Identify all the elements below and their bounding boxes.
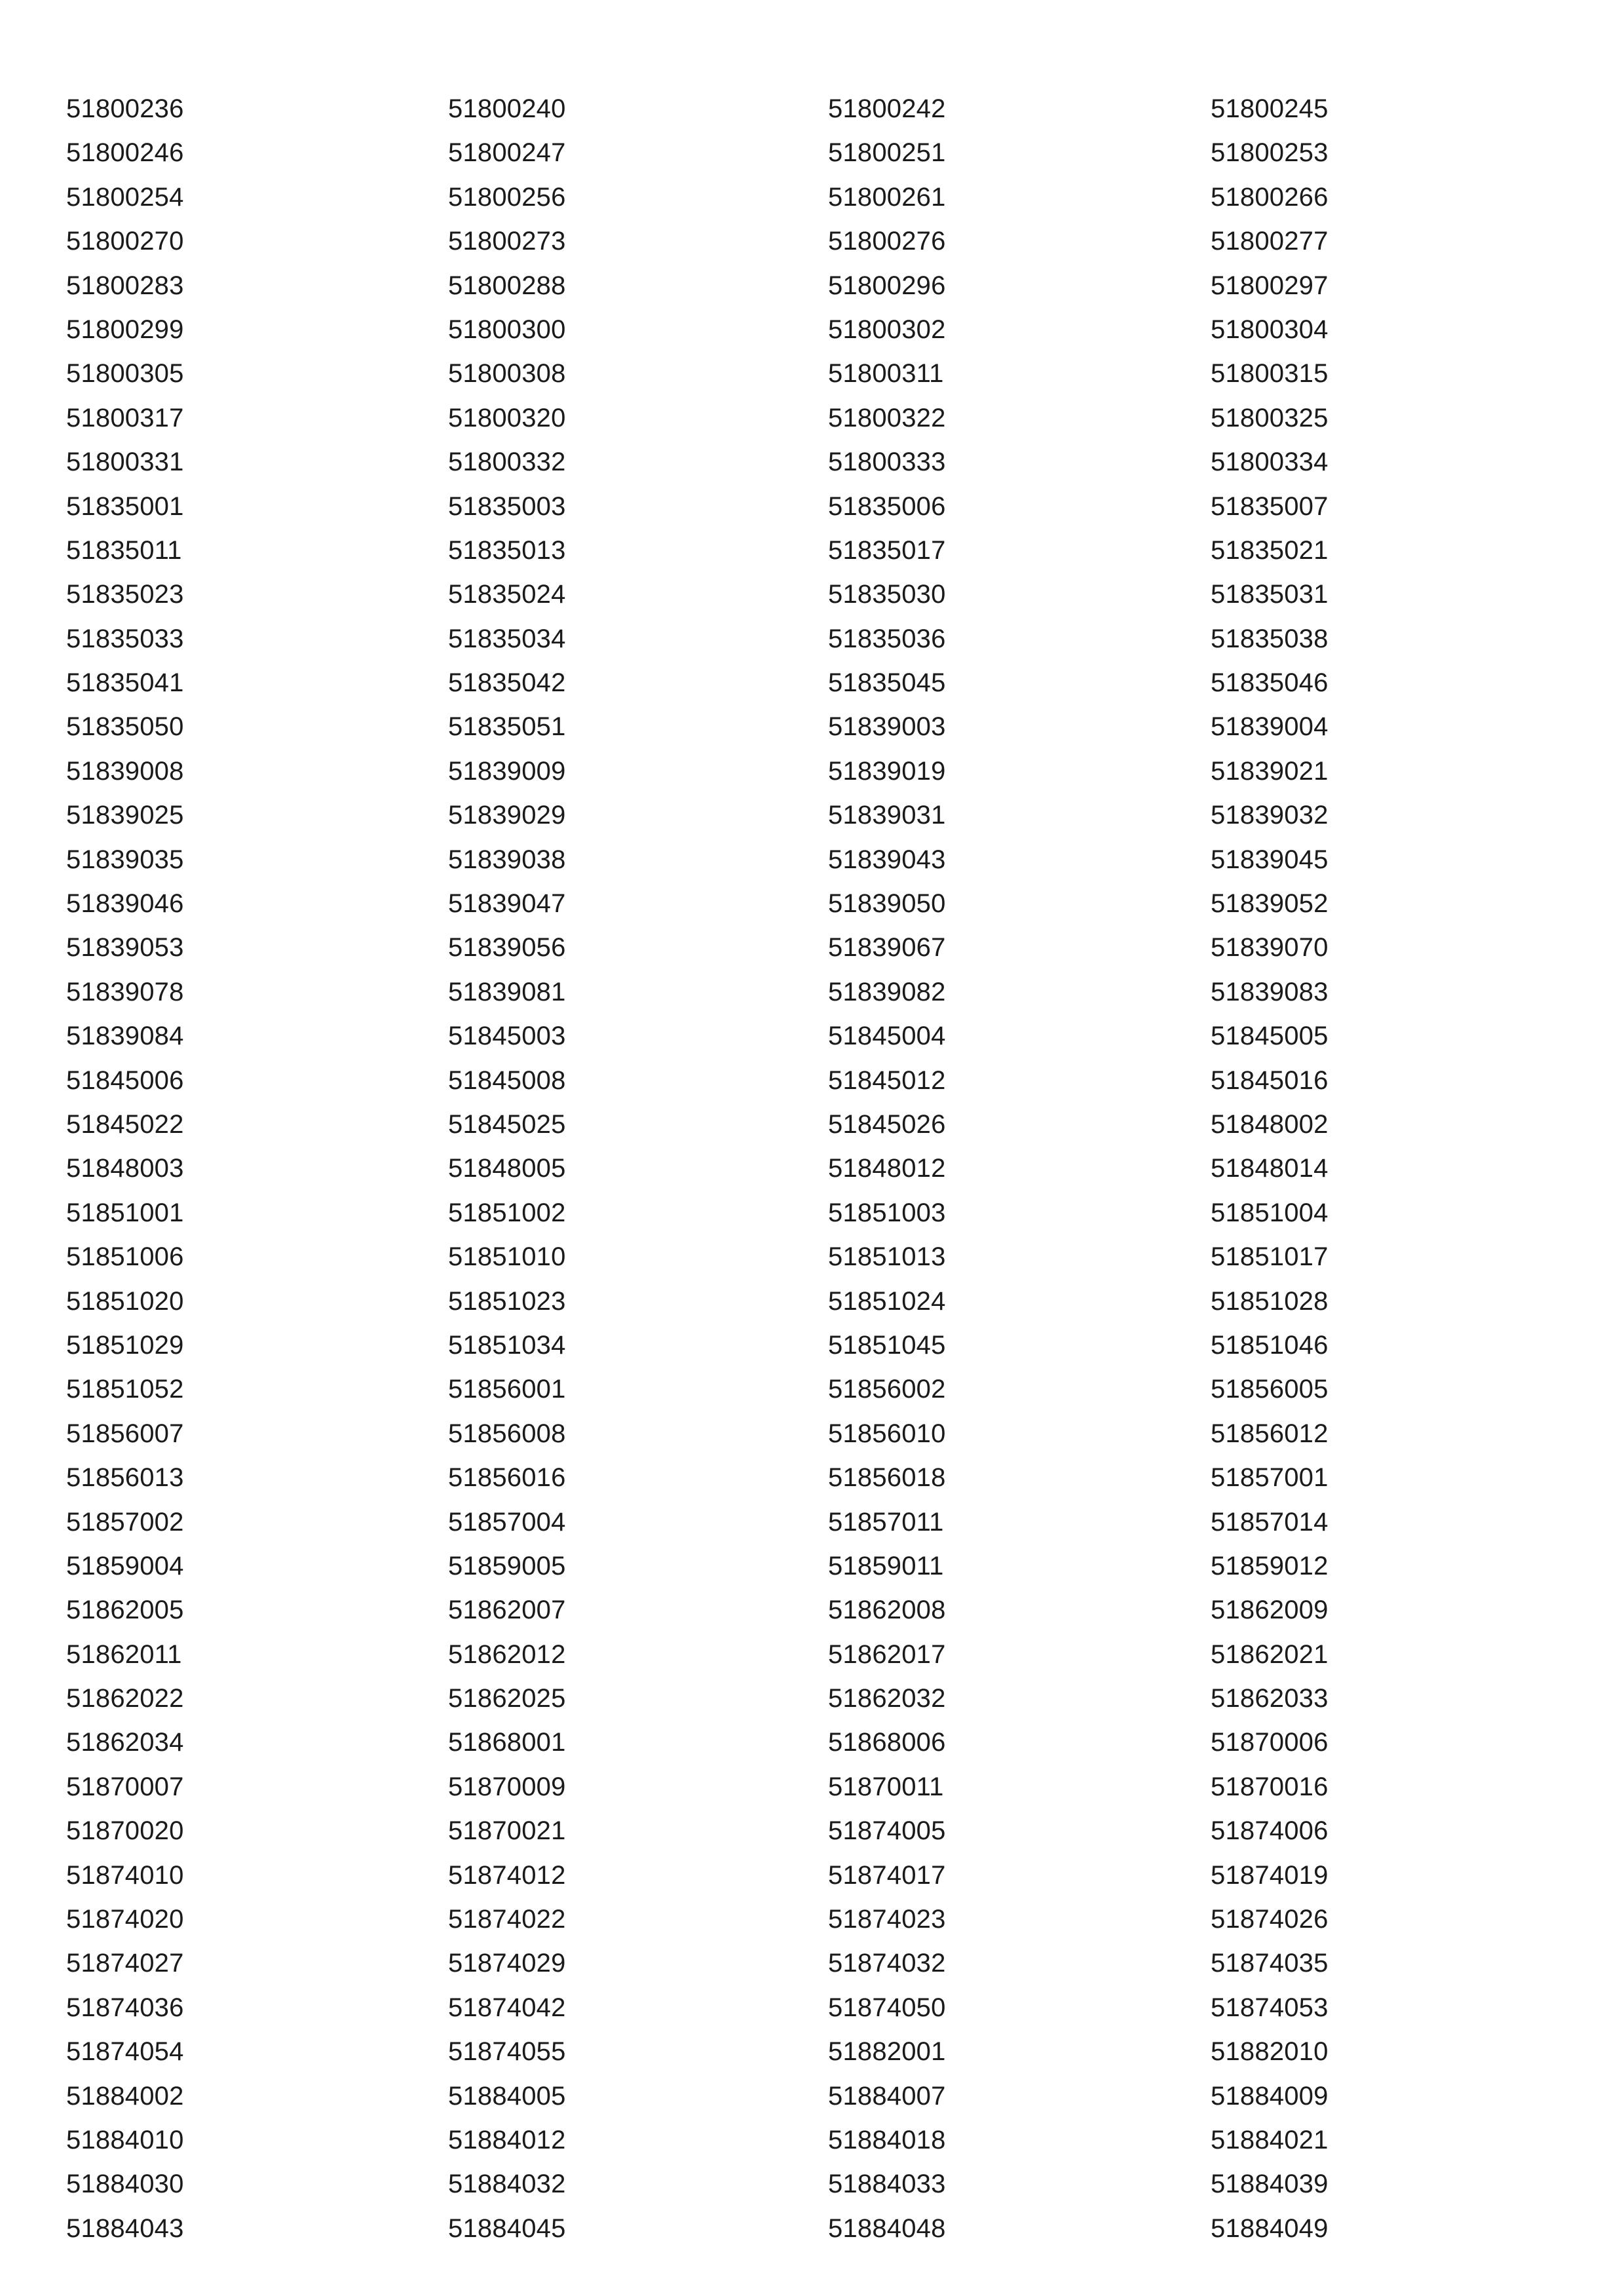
code-cell: 51800296 xyxy=(828,271,946,300)
code-cell: 51839056 xyxy=(448,933,566,963)
code-cell: 51874055 xyxy=(448,2037,566,2067)
code-cell: 51800273 xyxy=(448,227,566,256)
table-row xyxy=(66,1633,1573,1677)
code-cell: 51884009 xyxy=(1211,2081,1329,2111)
code-cell: 51874036 xyxy=(66,1993,184,2022)
code-cell: 51874027 xyxy=(66,1949,184,1978)
code-cell: 51870021 xyxy=(448,1816,566,1846)
code-cell: 51859012 xyxy=(1211,1551,1329,1580)
code-cell: 51839004 xyxy=(1211,712,1329,742)
code-cell: 51859004 xyxy=(66,1551,184,1580)
table-row xyxy=(66,1147,1573,1191)
code-cell: 51800297 xyxy=(1211,271,1329,300)
code-cell: 51870007 xyxy=(66,1772,184,1801)
code-cell: 51868001 xyxy=(448,1728,566,1757)
code-cell: 51839031 xyxy=(828,801,946,830)
table-row xyxy=(66,1324,1573,1368)
code-cell: 51870011 xyxy=(828,1772,944,1801)
code-cell: 51800332 xyxy=(448,448,566,477)
table-row xyxy=(66,1103,1573,1147)
code-cell: 51848012 xyxy=(828,1154,946,1183)
code-cell: 51862007 xyxy=(448,1596,566,1625)
code-cell: 51800245 xyxy=(1211,94,1329,123)
code-cell: 51800288 xyxy=(448,271,566,300)
code-cell: 51845016 xyxy=(1211,1065,1329,1095)
code-cell: 51835006 xyxy=(828,491,946,521)
code-cell: 51800270 xyxy=(66,227,184,256)
code-cell: 51835050 xyxy=(66,712,184,742)
table-row xyxy=(66,87,1573,131)
code-cell: 51800315 xyxy=(1211,359,1329,389)
code-cell: 51835051 xyxy=(448,712,566,742)
code-cell: 51800320 xyxy=(448,403,566,432)
code-cell: 51835033 xyxy=(66,624,184,653)
table-row xyxy=(66,264,1573,308)
code-cell: 51874023 xyxy=(828,1905,946,1934)
code-cell: 51839067 xyxy=(828,933,946,963)
code-cell: 51839043 xyxy=(828,845,946,874)
code-cell: 51856001 xyxy=(448,1375,566,1404)
code-cell: 51851028 xyxy=(1211,1286,1329,1316)
code-cell: 51839050 xyxy=(828,889,946,919)
code-cell: 51884030 xyxy=(66,2170,184,2199)
code-cell: 51851024 xyxy=(828,1286,946,1316)
table-row xyxy=(66,661,1573,705)
code-cell: 51851003 xyxy=(828,1198,946,1227)
code-cell: 51800247 xyxy=(448,138,566,168)
code-cell: 51848014 xyxy=(1211,1154,1329,1183)
code-cell: 51835034 xyxy=(448,624,566,653)
table-row xyxy=(66,1191,1573,1235)
code-cell: 51884032 xyxy=(448,2170,566,2199)
code-cell: 51870020 xyxy=(66,1816,184,1846)
code-cell: 51857011 xyxy=(828,1507,944,1537)
code-cell: 51839029 xyxy=(448,801,566,830)
code-cell: 51851006 xyxy=(66,1242,184,1272)
table-row xyxy=(66,838,1573,882)
code-cell: 51851029 xyxy=(66,1330,184,1360)
code-cell: 51835013 xyxy=(448,535,566,565)
code-cell: 51800276 xyxy=(828,227,946,256)
code-cell: 51856005 xyxy=(1211,1375,1329,1404)
code-cell: 51862025 xyxy=(448,1684,566,1713)
code-cell: 51862033 xyxy=(1211,1684,1329,1713)
code-cell: 51839035 xyxy=(66,845,184,874)
table-row xyxy=(66,1059,1573,1103)
table-row xyxy=(66,573,1573,617)
code-cell: 51874032 xyxy=(828,1949,946,1978)
code-cell: 51839052 xyxy=(1211,889,1329,919)
code-cell: 51857002 xyxy=(66,1507,184,1537)
code-cell: 51884012 xyxy=(448,2125,566,2154)
code-cell: 51856010 xyxy=(828,1419,946,1448)
code-cell: 51874054 xyxy=(66,2037,184,2067)
code-cell: 51800240 xyxy=(448,94,566,123)
code-cell: 51874053 xyxy=(1211,1993,1329,2022)
code-cell: 51884018 xyxy=(828,2125,946,2154)
code-cell: 51851010 xyxy=(448,1242,566,1272)
code-cell: 51851017 xyxy=(1211,1242,1329,1272)
code-cell: 51874006 xyxy=(1211,1816,1329,1846)
table-row xyxy=(66,2075,1573,2118)
table-row xyxy=(66,220,1573,263)
code-cell: 51856012 xyxy=(1211,1419,1329,1448)
code-cell: 51839047 xyxy=(448,889,566,919)
code-cell: 51800317 xyxy=(66,403,184,432)
code-cell: 51851046 xyxy=(1211,1330,1329,1360)
code-cell: 51862009 xyxy=(1211,1596,1329,1625)
code-cell: 51851001 xyxy=(66,1198,184,1227)
code-cell: 51884007 xyxy=(828,2081,946,2111)
code-cell: 51884021 xyxy=(1211,2125,1329,2154)
code-cell: 51845003 xyxy=(448,1022,566,1051)
code-cell: 51874042 xyxy=(448,1993,566,2022)
code-cell: 51835046 xyxy=(1211,668,1329,698)
code-cell: 51870016 xyxy=(1211,1772,1329,1801)
code-cell: 51862011 xyxy=(66,1639,182,1669)
code-cell: 51839038 xyxy=(448,845,566,874)
code-cell: 51800266 xyxy=(1211,182,1329,212)
table-row xyxy=(66,882,1573,926)
code-cell: 51857014 xyxy=(1211,1507,1329,1537)
code-cell: 51835045 xyxy=(828,668,946,698)
code-cell: 51800246 xyxy=(66,138,184,168)
code-cell: 51835042 xyxy=(448,668,566,698)
code-cell: 51800322 xyxy=(828,403,946,432)
code-cell: 51835038 xyxy=(1211,624,1329,653)
code-cell: 51845026 xyxy=(828,1109,946,1139)
code-cell: 51839070 xyxy=(1211,933,1329,963)
code-cell: 51845012 xyxy=(828,1065,946,1095)
code-cell: 51851020 xyxy=(66,1286,184,1316)
code-cell: 51848002 xyxy=(1211,1109,1329,1139)
code-cell: 51884048 xyxy=(828,2213,946,2243)
code-cell: 51856013 xyxy=(66,1463,184,1493)
code-cell: 51862022 xyxy=(66,1684,184,1713)
table-row xyxy=(66,1986,1573,2030)
code-cell: 51882010 xyxy=(1211,2037,1329,2067)
code-cell: 51884043 xyxy=(66,2213,184,2243)
table-row xyxy=(66,1544,1573,1588)
number-grid xyxy=(66,87,1573,2251)
code-cell: 51845006 xyxy=(66,1065,184,1095)
code-cell: 51800308 xyxy=(448,359,566,389)
code-cell: 51862034 xyxy=(66,1728,184,1757)
code-cell: 51851002 xyxy=(448,1198,566,1227)
code-cell: 51800333 xyxy=(828,448,946,477)
code-cell: 51835041 xyxy=(66,668,184,698)
code-cell: 51835036 xyxy=(828,624,946,653)
code-cell: 51874026 xyxy=(1211,1905,1329,1934)
code-cell: 51845025 xyxy=(448,1109,566,1139)
code-cell: 51800300 xyxy=(448,315,566,344)
code-cell: 51845008 xyxy=(448,1065,566,1095)
code-cell: 51848003 xyxy=(66,1154,184,1183)
code-cell: 51800236 xyxy=(66,94,184,123)
table-row xyxy=(66,485,1573,529)
code-cell: 51839083 xyxy=(1211,977,1329,1006)
code-cell: 51856018 xyxy=(828,1463,946,1493)
table-row xyxy=(66,1677,1573,1721)
code-cell: 51848005 xyxy=(448,1154,566,1183)
code-cell: 51800334 xyxy=(1211,448,1329,477)
code-cell: 51874019 xyxy=(1211,1860,1329,1890)
table-row xyxy=(66,1235,1573,1279)
code-cell: 51851004 xyxy=(1211,1198,1329,1227)
code-cell: 51851023 xyxy=(448,1286,566,1316)
table-row xyxy=(66,1368,1573,1411)
code-cell: 51856016 xyxy=(448,1463,566,1493)
code-cell: 51884002 xyxy=(66,2081,184,2111)
code-cell: 51800242 xyxy=(828,94,946,123)
table-row xyxy=(66,1412,1573,1456)
code-cell: 51870009 xyxy=(448,1772,566,1801)
code-cell: 51845005 xyxy=(1211,1022,1329,1051)
table-row xyxy=(66,176,1573,220)
code-cell: 51835007 xyxy=(1211,491,1329,521)
code-cell: 51862005 xyxy=(66,1596,184,1625)
code-cell: 51862008 xyxy=(828,1596,946,1625)
table-row xyxy=(66,440,1573,484)
code-cell: 51835023 xyxy=(66,580,184,609)
code-cell: 51800283 xyxy=(66,271,184,300)
code-cell: 51870006 xyxy=(1211,1728,1329,1757)
table-row xyxy=(66,617,1573,661)
code-cell: 51856008 xyxy=(448,1419,566,1448)
code-cell: 51839082 xyxy=(828,977,946,1006)
code-cell: 51868006 xyxy=(828,1728,946,1757)
code-cell: 51839084 xyxy=(66,1022,184,1051)
code-cell: 51839009 xyxy=(448,756,566,786)
code-cell: 51800261 xyxy=(828,182,946,212)
table-row xyxy=(66,1014,1573,1058)
code-cell: 51800302 xyxy=(828,315,946,344)
table-row xyxy=(66,2207,1573,2251)
code-cell: 51845004 xyxy=(828,1022,946,1051)
code-cell: 51800325 xyxy=(1211,403,1329,432)
code-cell: 51800299 xyxy=(66,315,184,344)
table-row xyxy=(66,396,1573,440)
code-cell: 51835021 xyxy=(1211,535,1329,565)
code-cell: 51857004 xyxy=(448,1507,566,1537)
code-cell: 51884039 xyxy=(1211,2170,1329,2199)
code-cell: 51884033 xyxy=(828,2170,946,2199)
code-cell: 51835030 xyxy=(828,580,946,609)
code-cell: 51839008 xyxy=(66,756,184,786)
table-row xyxy=(66,1898,1573,1942)
code-cell: 51851045 xyxy=(828,1330,946,1360)
code-cell: 51839025 xyxy=(66,801,184,830)
table-row xyxy=(66,529,1573,573)
code-cell: 51862012 xyxy=(448,1639,566,1669)
code-cell: 51856007 xyxy=(66,1419,184,1448)
code-cell: 51835001 xyxy=(66,491,184,521)
code-cell: 51874050 xyxy=(828,1993,946,2022)
code-cell: 51800331 xyxy=(66,448,184,477)
table-row xyxy=(66,970,1573,1014)
code-cell: 51851052 xyxy=(66,1375,184,1404)
table-row xyxy=(66,352,1573,396)
code-cell: 51857001 xyxy=(1211,1463,1329,1493)
code-cell: 51856002 xyxy=(828,1375,946,1404)
code-cell: 51800277 xyxy=(1211,227,1329,256)
table-row xyxy=(66,2030,1573,2074)
code-cell: 51859005 xyxy=(448,1551,566,1580)
code-cell: 51800311 xyxy=(828,359,944,389)
code-cell: 51800254 xyxy=(66,182,184,212)
code-cell: 51839078 xyxy=(66,977,184,1006)
code-cell: 51862032 xyxy=(828,1684,946,1713)
code-cell: 51851013 xyxy=(828,1242,946,1272)
code-cell: 51884049 xyxy=(1211,2213,1329,2243)
code-cell: 51835011 xyxy=(66,535,182,565)
table-row xyxy=(66,1721,1573,1765)
code-cell: 51874029 xyxy=(448,1949,566,1978)
code-cell: 51874022 xyxy=(448,1905,566,1934)
code-cell: 51874012 xyxy=(448,1860,566,1890)
table-row xyxy=(66,308,1573,352)
code-cell: 51839032 xyxy=(1211,801,1329,830)
table-row xyxy=(66,794,1573,837)
code-cell: 51835003 xyxy=(448,491,566,521)
code-cell: 51839003 xyxy=(828,712,946,742)
table-row xyxy=(66,1456,1573,1500)
code-cell: 51884010 xyxy=(66,2125,184,2154)
table-row xyxy=(66,1942,1573,1985)
table-row xyxy=(66,750,1573,794)
code-cell: 51839045 xyxy=(1211,845,1329,874)
code-cell: 51882001 xyxy=(828,2037,946,2067)
table-row xyxy=(66,926,1573,970)
code-cell: 51835017 xyxy=(828,535,946,565)
code-cell: 51800305 xyxy=(66,359,184,389)
table-row xyxy=(66,1765,1573,1809)
code-cell: 51835024 xyxy=(448,580,566,609)
table-row xyxy=(66,1280,1573,1324)
table-row xyxy=(66,705,1573,749)
code-cell: 51800253 xyxy=(1211,138,1329,168)
table-row xyxy=(66,1588,1573,1632)
code-cell: 51839021 xyxy=(1211,756,1329,786)
code-cell: 51874017 xyxy=(828,1860,946,1890)
code-cell: 51874020 xyxy=(66,1905,184,1934)
code-cell: 51835031 xyxy=(1211,580,1329,609)
table-row xyxy=(66,1501,1573,1544)
table-row xyxy=(66,2118,1573,2162)
table-row xyxy=(66,131,1573,175)
code-cell: 51839081 xyxy=(448,977,566,1006)
table-row xyxy=(66,2162,1573,2206)
code-cell: 51859011 xyxy=(828,1551,944,1580)
code-cell: 51851034 xyxy=(448,1330,566,1360)
table-row xyxy=(66,1809,1573,1853)
code-cell: 51874035 xyxy=(1211,1949,1329,1978)
code-cell: 51862021 xyxy=(1211,1639,1329,1669)
code-cell: 51884005 xyxy=(448,2081,566,2111)
code-cell: 51839019 xyxy=(828,756,946,786)
code-cell: 51800251 xyxy=(828,138,946,168)
table-row xyxy=(66,1854,1573,1898)
code-cell: 51839046 xyxy=(66,889,184,919)
code-cell: 51839053 xyxy=(66,933,184,963)
code-cell: 51884045 xyxy=(448,2213,566,2243)
code-cell: 51862017 xyxy=(828,1639,946,1669)
code-cell: 51874005 xyxy=(828,1816,946,1846)
code-cell: 51800256 xyxy=(448,182,566,212)
code-cell: 51845022 xyxy=(66,1109,184,1139)
code-cell: 51800304 xyxy=(1211,315,1329,344)
code-cell: 51874010 xyxy=(66,1860,184,1890)
